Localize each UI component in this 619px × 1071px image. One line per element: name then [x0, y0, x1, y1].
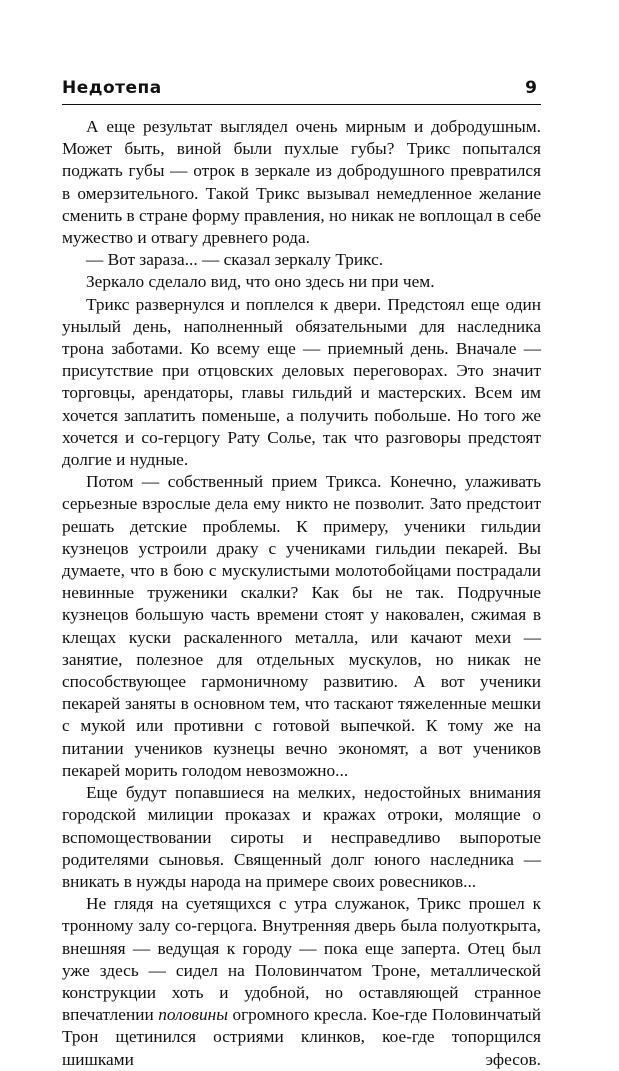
paragraph-3: Зеркало сделало вид, что оно здесь ни при чем. [86, 272, 435, 292]
paragraph-7-start: Не глядя на суетящихся с утра служанок, Трикс прошел к тронному залу со-герцога. Внутренняя дверь была полуоткрыта, внешняя — ведущая к городу — пока еще заперта. Отец был уже здесь — сидел на Половинчатом Троне, металлической конструкции хоть и удобной, но оставляющей странное впечатлении [62, 894, 541, 1025]
paragraph-1: А еще результат выглядел очень мирным и добродушным. Может быть, виной были пухлые губы? Трикс попытался поджать губы — отрок в зеркале из добродушного превратился в омерзительного. Такой Трикс вызывал немедленное желание сменить в стране форму правления, но никак не воплощал в себе мужество и отвагу древнего рода. [62, 117, 541, 248]
paragraph-7 [62, 893, 541, 1071]
italic-word: половины [158, 1005, 228, 1025]
paragraph-2: — Вот зараза... — сказал зеркалу Трикс. [86, 250, 384, 270]
paragraph-6: Еще будут попавшиеся на мелких, недостойных внимания городской милиции проказах и кражах отроки, молящие о вспомоществовании сироты и несправедливо выпоротые родителями сыновья. Священный долг юного наследника — вникать в нужды народа на примере своих ровесников... [62, 783, 541, 891]
paragraph-7-end: огромного кресла. Кое-где Половинчатый Трон щетинился остриями клинков, кое-где топорщился шишками эфесов. [62, 1005, 541, 1069]
paragraph-5: Потом — собственный прием Трикса. Конечно, улаживать серьезные взрослые дела ему никто не позволит. Зато предстоит решать детские проблемы. К примеру, ученики гильдии кузнецов устроили драку с учениками гильдии пекарей. Вы думаете, что в бою с мускулистыми молотобойцами пострадали невинные труженики скалки? Как бы не так. Подручные кузнецов большую часть времени стоят у наковален, сжимая в клещах куски раскаленного металла, или качают мехи — занятие, полезное для отдельных мускулов, но никак не способствующее гармоничному развитию. А вот ученики пекарей заняты в основном тем, что таскают тяжеленные мешки с мукой или противни с готовой выпечкой. К тому же на питании учеников кузнецы вечно экономят, а вот учеников пекарей морить голодом невозможно... [62, 472, 541, 780]
paragraph-4: Трикс развернулся и поплелся к двери. Предстоял еще один унылый день, наполненный обязательными для наследника трона заботами. Ко всему еще — приемный день. Вначале — присутствие при отцовских деловых переговорах. Это значит торговцы, арендаторы, главы гильдий и мастерских. Всем им хочется заплатить поменьше, а получить побольше. Но того же хочется и со-герцогу Рату Солье, так что разговоры предстоят долгие и нудные. [62, 294, 541, 470]
running-header [62, 78, 541, 105]
page-number: 9 [525, 78, 537, 98]
running-title: Недотепа [62, 78, 162, 98]
book-page [62, 78, 541, 1071]
body-text [62, 116, 541, 1071]
